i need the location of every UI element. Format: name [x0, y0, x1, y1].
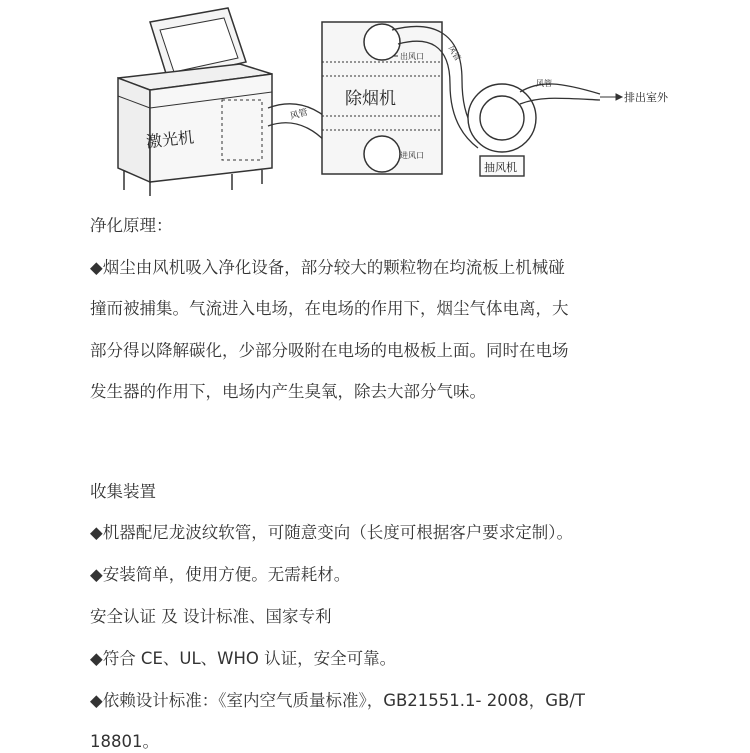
bullet-hose: ◆机器配尼龙波纹软管，可随意变向（长度可根据客户要求定制）。: [90, 523, 573, 542]
bullet-installation: ◆安装简单，使用方便。无需耗材。: [90, 565, 351, 584]
exhaust-arrow: [600, 94, 622, 100]
section-title-certification: 安全认证 及 设计标准、国家专利: [90, 607, 332, 626]
laser-machine-illustration: [118, 8, 272, 196]
bullet-standards-continued: 18801。: [90, 732, 159, 751]
principle-line-3: 部分得以降解碳化，少部分吸附在电场的电极板上面。同时在电场: [90, 341, 569, 360]
section-title-collection-device: 收集装置: [90, 482, 156, 501]
laser-machine-label: 激光机: [145, 127, 195, 152]
exhaust-system-diagram: [0, 0, 750, 200]
outlet-label: 出风口: [400, 52, 424, 61]
principle-line-2: 撞而被捕集。气流进入电场，在电场的作用下，烟尘气体电离，大: [90, 299, 569, 318]
inlet-label: 进风口: [400, 151, 424, 160]
principle-line-4: 发生器的作用下，电场内产生臭氧，除去大部分气味。: [90, 382, 486, 401]
principle-line-1: ◆烟尘由风机吸入净化设备，部分较大的颗粒物在均流板上机械碰: [90, 258, 565, 277]
fan-label: 抽风机: [484, 161, 517, 174]
duct-label-1: 风管: [289, 107, 310, 123]
duct-fan-to-outside: [520, 84, 600, 104]
purifier-label: 除烟机: [345, 89, 396, 109]
section-title-purification-principle: 净化原理：: [90, 216, 173, 235]
exhaust-label: 排出室外: [624, 91, 668, 104]
bullet-certification: ◆符合 CE、UL、WHO 认证，安全可靠。: [90, 649, 397, 668]
bullet-standards: ◆依赖设计标准：《室内空气质量标准》，GB21551.1- 2008，GB/T: [90, 691, 585, 710]
duct-label-2: 风管: [446, 44, 463, 63]
duct-label-3: 风管: [536, 79, 552, 88]
